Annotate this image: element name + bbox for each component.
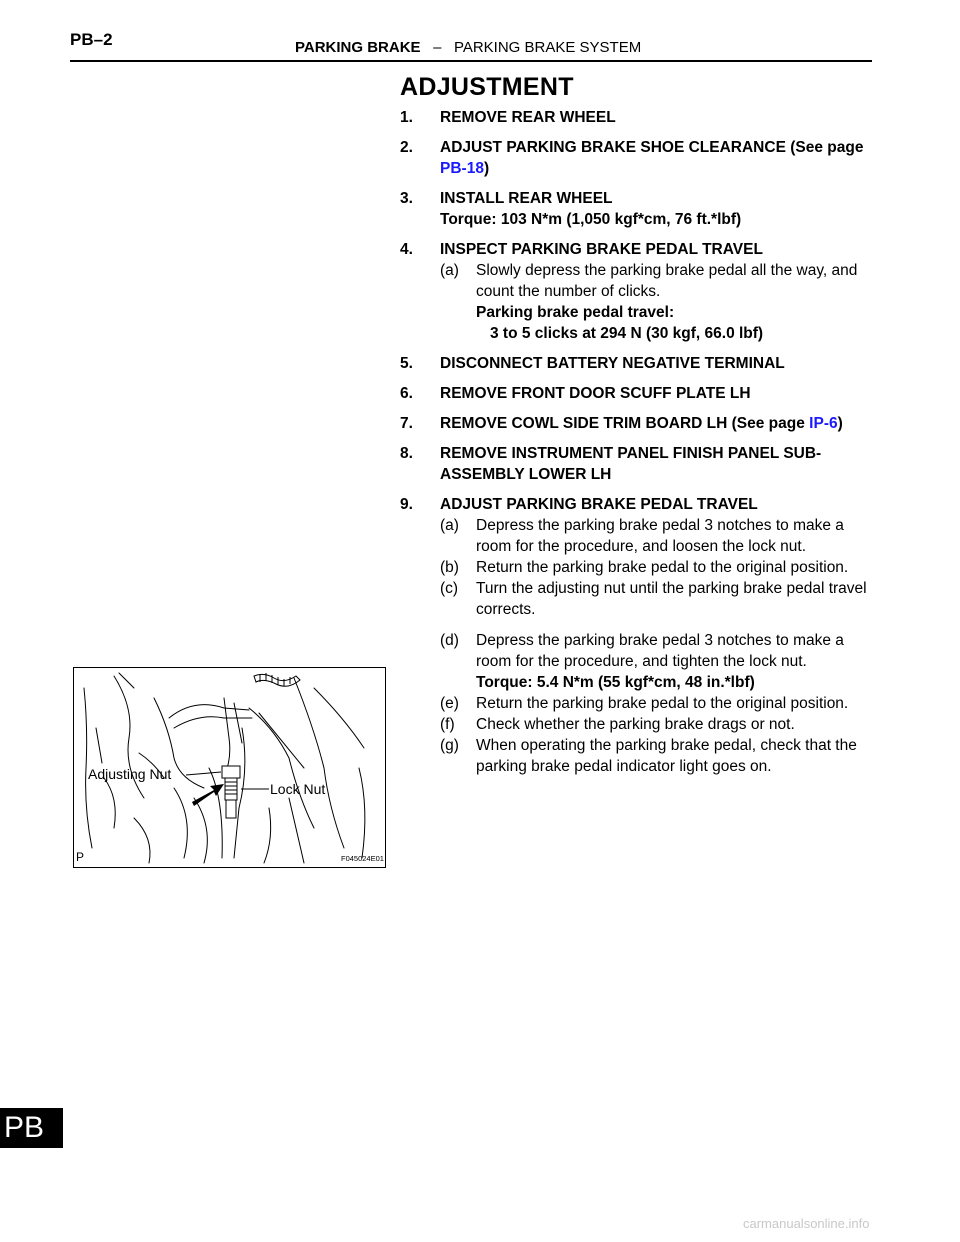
step-number: 9. [400,496,413,513]
section-title: ADJUSTMENT [400,73,574,101]
step-number: 3. [400,190,413,207]
substep-letter: (a) [440,517,459,534]
step-text: INSTALL REAR WHEEL [440,190,613,207]
step-text-close: ) [837,415,843,432]
substep-letter: (d) [440,632,459,649]
section-tab-label: PB [4,1111,45,1144]
step-number: 4. [400,241,413,258]
adjustment-illustration [73,667,386,868]
header-section: PARKING BRAKE [295,39,421,56]
header-separator: – [433,39,442,56]
step-text: DISCONNECT BATTERY NEGATIVE TERMINAL [440,355,785,372]
substep-g [440,735,875,777]
step-6 [400,383,875,404]
figure-code: F045024E01 [341,854,384,863]
substep-letter: (c) [440,580,459,597]
substep-e [440,693,875,714]
substep-c [440,578,875,620]
page-link-ip-6[interactable]: IP-6 [809,415,838,432]
page-header [295,39,641,56]
substep-text: Turn the adjusting nut until the parking brake pedal travel corrects. [476,580,867,618]
substep-letter: (f) [440,716,455,733]
step-text-close: ) [483,160,490,177]
substep-f [440,714,875,735]
step-1 [400,107,875,128]
step-number: 7. [400,415,413,432]
spec-value: 3 to 5 clicks at 294 N (30 kgf, 66.0 lbf) [490,325,764,342]
step-7 [400,413,875,434]
step-text: ADJUST PARKING BRAKE SHOE CLEARANCE (See page [440,139,864,156]
step-number: 1. [400,109,413,126]
step-number: 5. [400,355,413,372]
procedure-steps [400,107,875,786]
page-number: PB–2 [70,30,113,49]
adjusting-nut-label: Adjusting Nut [88,766,172,782]
figure-corner-letter: P [76,850,85,864]
substep-text: Depress the parking brake pedal 3 notches to make a room for the procedure, and tighten the lock nut. [476,632,844,670]
step-number: 2. [400,139,413,156]
substep-letter: (g) [440,737,459,754]
spec-label: Parking brake pedal travel: [476,304,675,321]
substep-b [440,557,875,578]
step-number: 6. [400,385,413,402]
substep-text: Return the parking brake pedal to the original position. [476,695,849,712]
step-4 [400,239,875,344]
step-2 [400,137,875,179]
page-link-pb-18[interactable]: PB-18 [440,160,484,177]
header-rule [70,60,872,62]
spacer [440,620,875,630]
substep-text: Return the parking brake pedal to the original position. [476,559,849,576]
lock-nut-label: Lock Nut [270,781,326,797]
step-text: REMOVE FRONT DOOR SCUFF PLATE LH [440,385,751,402]
substep-text: Check whether the parking brake drags or not. [476,716,795,733]
substep-letter: (a) [440,262,459,279]
substep-d [440,630,875,693]
step-9 [400,494,875,777]
substep-a [440,515,875,557]
step-text: REMOVE REAR WHEEL [440,109,616,126]
substep-letter: (b) [440,559,459,576]
step-text: ADJUST PARKING BRAKE PEDAL TRAVEL [440,496,758,513]
substep-text: Slowly depress the parking brake pedal all the way, and count the number of clicks. [476,262,858,300]
step-3 [400,188,875,230]
step-text: REMOVE INSTRUMENT PANEL FINISH PANEL SUB-ASSEMBLY LOWER LH [440,445,822,483]
substep-text: When operating the parking brake pedal, check that the parking brake pedal indicator light goes on. [476,737,857,775]
torque-spec: Torque: 103 N*m (1,050 kgf*cm, 76 ft.*lbf) [440,211,742,228]
watermark: carmanualsonline.info [743,1216,870,1231]
step-text: REMOVE COWL SIDE TRIM BOARD LH (See page [440,415,810,432]
header-subsection: PARKING BRAKE SYSTEM [453,39,642,56]
step-number: 8. [400,445,413,462]
substep-a [440,260,875,344]
substep-letter: (e) [440,695,459,712]
substep-text: Depress the parking brake pedal 3 notches to make a room for the procedure, and loosen the lock nut. [476,517,844,555]
step-8 [400,443,875,485]
step-5 [400,353,875,374]
step-text: INSPECT PARKING BRAKE PEDAL TRAVEL [440,241,763,258]
torque-spec: Torque: 5.4 N*m (55 kgf*cm, 48 in.*lbf) [476,674,755,691]
